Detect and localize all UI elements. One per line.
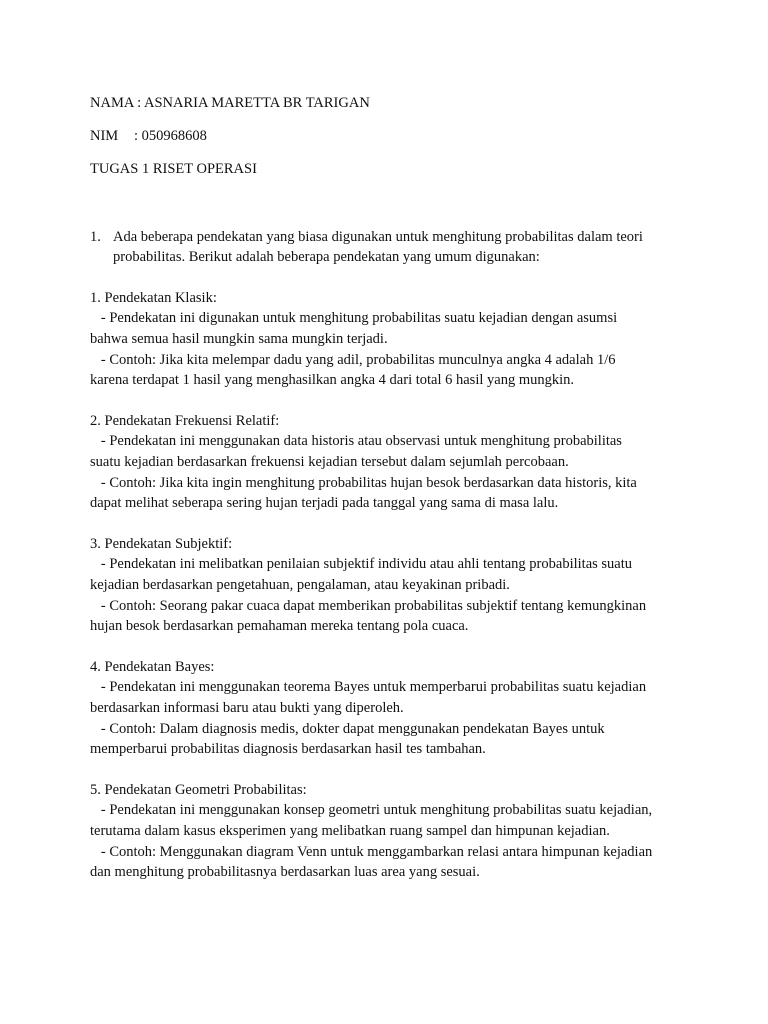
section-4-line-2: berdasarkan informasi baru atau bukti yang diperoleh. [90,700,404,716]
section-5-title: 5. Pendekatan Geometri Probabilitas: [90,782,307,798]
section-3-line-4: hujan besok berdasarkan pemahaman mereka tentang pola cuaca. [90,618,469,634]
section-3-line-1: - Pendekatan ini melibatkan penilaian subjektif individu atau ahli tentang probabilitas suatu [90,556,633,572]
section-3-title: 3. Pendekatan Subjektif: [90,536,233,552]
section-5-line-3: - Contoh: Menggunakan diagram Venn untuk menggambarkan relasi antara himpunan kejadian [90,844,653,860]
section-3-line-2: kejadian berdasarkan pengetahuan, pengalaman, atau keyakinan pribadi. [90,577,510,593]
section-3-line-3: - Contoh: Seorang pakar cuaca dapat memberikan probabilitas subjektif tentang kemungkinan [90,598,647,614]
section-5-line-4: dan menghitung probabilitasnya berdasarkan luas area yang sesuai. [90,864,480,880]
section-4-line-3: - Contoh: Dalam diagnosis medis, dokter dapat menggunakan pendekatan Bayes untuk [90,721,605,737]
section-5-line-1: - Pendekatan ini menggunakan konsep geometri untuk menghitung probabilitas suatu kejadian, [90,802,653,818]
section-1-line-3: - Contoh: Jika kita melempar dadu yang adil, probabilitas munculnya angka 4 adalah 1/6 [90,352,616,368]
section-4-title: 4. Pendekatan Bayes: [90,659,215,675]
question-number: 1. [90,229,101,245]
section-4-line-1: - Pendekatan ini menggunakan teorema Bayes untuk memperbarui probabilitas suatu kejadian [90,679,647,695]
question-text-line-2: probabilitas. Berikut adalah beberapa pendekatan yang umum digunakan: [113,249,540,265]
section-2-line-1: - Pendekatan ini menggunakan data historis atau observasi untuk menghitung probabilitas [90,433,622,449]
assignment-title: TUGAS 1 RISET OPERASI [90,161,257,177]
section-4-line-4: memperbarui probabilitas diagnosis berdasarkan hasil tes tambahan. [90,741,486,757]
section-1-title: 1. Pendekatan Klasik: [90,290,217,306]
nim-label: NIM [90,128,119,144]
section-5-line-2: terutama dalam kasus eksperimen yang melibatkan ruang sampel dan himpunan kejadian. [90,823,610,839]
section-1-line-1: - Pendekatan ini digunakan untuk menghitung probabilitas suatu kejadian dengan asumsi [90,310,618,326]
section-1-line-4: karena terdapat 1 hasil yang menghasilkan angka 4 dari total 6 hasil yang mungkin. [90,372,575,388]
section-2-title: 2. Pendekatan Frekuensi Relatif: [90,413,280,429]
section-2-line-4: dapat melihat seberapa sering hujan terjadi pada tanggal yang sama di masa lalu. [90,495,559,511]
section-2-line-3: - Contoh: Jika kita ingin menghitung probabilitas hujan besok berdasarkan data historis, kita [90,475,637,491]
section-2-line-2: suatu kejadian berdasarkan frekuensi kejadian tersebut dalam sejumlah percobaan. [90,454,569,470]
student-name: NAMA : ASNARIA MARETTA BR TARIGAN [90,95,370,111]
section-1-line-2: bahwa semua hasil mungkin sama mungkin terjadi. [90,331,388,347]
question-text-line-1: Ada beberapa pendekatan yang biasa digunakan untuk menghitung probabilitas dalam teori [113,229,643,245]
nim-value: : 050968608 [134,128,207,144]
